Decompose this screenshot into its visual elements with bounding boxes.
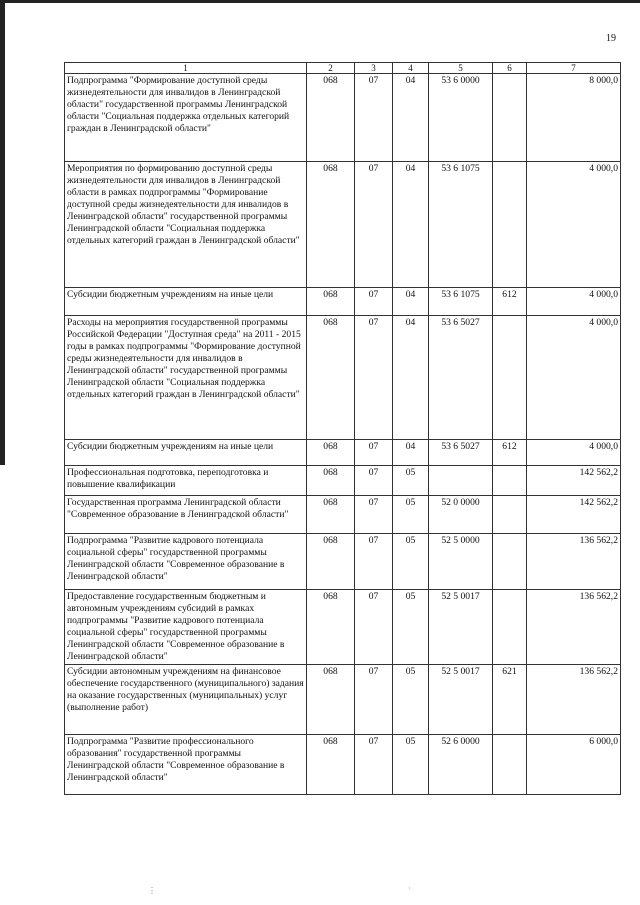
row-name: Субсидии бюджетным учреждениям на иные цели: [65, 288, 307, 316]
row-name: Профессиональная подготовка, переподготовка и повышение квалификации: [65, 466, 307, 496]
row-c4: 05: [393, 590, 429, 665]
header-col-1: 1: [65, 63, 307, 74]
header-col-2: 2: [307, 63, 355, 74]
header-col-7: 7: [527, 63, 621, 74]
row-name: Подпрограмма "Развитие профессионального образования" государственной программы Ленинградской области "Современное образование в Ленинградской области": [65, 735, 307, 795]
row-c6: [493, 735, 527, 795]
row-c7: 4 000,0: [527, 288, 621, 316]
row-c6: [493, 466, 527, 496]
row-c4: 05: [393, 466, 429, 496]
row-c4: 04: [393, 440, 429, 466]
table-row: [65, 162, 621, 288]
row-c3: 07: [355, 74, 393, 162]
row-name: Предоставление государственным бюджетным и автономным учреждениям субсидий в рамках подпрограммы "Развитие кадрового потенциала социальной сферы" государственной программы Ленинградской области "Современное образование в Ленинградской области": [65, 590, 307, 665]
row-c5: 52 6 0000: [429, 735, 493, 795]
row-c4: 05: [393, 534, 429, 590]
row-c6: [493, 162, 527, 288]
scan-speck: ·: [408, 884, 411, 893]
table-row: [65, 74, 621, 162]
row-name: Государственная программа Ленинградской области "Современное образование в Ленинградской области": [65, 496, 307, 534]
row-c2: 068: [307, 466, 355, 496]
scan-border-top: [0, 0, 640, 3]
row-c5: 53 6 1075: [429, 288, 493, 316]
row-c7: 136 562,2: [527, 534, 621, 590]
table-row: [65, 288, 621, 316]
row-c6: 612: [493, 288, 527, 316]
row-c3: 07: [355, 534, 393, 590]
row-c3: 07: [355, 162, 393, 288]
row-c5: [429, 466, 493, 496]
row-c7: 4 000,0: [527, 316, 621, 440]
row-c4: 04: [393, 316, 429, 440]
row-c6: [493, 496, 527, 534]
header-col-6: 6: [493, 63, 527, 74]
row-name: Подпрограмма "Развитие кадрового потенциала социальной сферы" государственной программы Ленинградской области "Современное образование в Ленинградской области": [65, 534, 307, 590]
row-c7: 4 000,0: [527, 162, 621, 288]
row-c7: 136 562,2: [527, 590, 621, 665]
row-c5: 53 6 5027: [429, 440, 493, 466]
row-name: Мероприятия по формированию доступной среды жизнедеятельности для инвалидов в Ленинградской области в рамках подпрограммы "Формирование доступной среды жизнедеятельности для инвалидов в Ленинградской области" государственной программы Ленинградской области "Социальная поддержка отдельных категорий граждан в Ленинградской области": [65, 162, 307, 288]
row-c3: 07: [355, 440, 393, 466]
row-c4: 04: [393, 74, 429, 162]
table-row: [65, 735, 621, 795]
row-c2: 068: [307, 288, 355, 316]
row-c5: 53 6 0000: [429, 74, 493, 162]
row-c4: 05: [393, 665, 429, 735]
row-c4: 04: [393, 162, 429, 288]
row-c7: 142 562,2: [527, 496, 621, 534]
table-row: [65, 316, 621, 440]
row-c3: 07: [355, 665, 393, 735]
row-name: Расходы на мероприятия государственной программы Российской Федерации "Доступная среда" на 2011 - 2015 годы в рамках подпрограммы "Формирование доступной среды жизнедеятельности для инвалидов в Ленинградской области" государственной программы Ленинградской области "Социальная поддержка отдельных категорий граждан в Ленинградской области": [65, 316, 307, 440]
row-c6: [493, 316, 527, 440]
table-row: [65, 466, 621, 496]
row-c3: 07: [355, 316, 393, 440]
row-c4: 04: [393, 288, 429, 316]
row-c3: 07: [355, 466, 393, 496]
row-c5: 53 6 5027: [429, 316, 493, 440]
scan-speck: ⋮: [148, 886, 156, 895]
header-row: [65, 63, 621, 74]
row-name: Субсидии автономным учреждениям на финансовое обеспечение государственного (муниципального) задания на оказание государственных (муниципальных) услуг (выполнение работ): [65, 665, 307, 735]
row-c2: 068: [307, 496, 355, 534]
row-c5: 52 5 0017: [429, 665, 493, 735]
row-c2: 068: [307, 590, 355, 665]
row-c3: 07: [355, 590, 393, 665]
row-c7: 4 000,0: [527, 440, 621, 466]
row-c2: 068: [307, 162, 355, 288]
row-c7: 8 000,0: [527, 74, 621, 162]
budget-table: [64, 62, 621, 795]
row-c6: [493, 534, 527, 590]
row-c5: 52 5 0017: [429, 590, 493, 665]
table-row: [65, 534, 621, 590]
row-c6: [493, 590, 527, 665]
table-row: [65, 496, 621, 534]
scan-border-left: [0, 0, 5, 465]
row-c7: 136 562,2: [527, 665, 621, 735]
row-c2: 068: [307, 665, 355, 735]
row-c4: 05: [393, 496, 429, 534]
header-col-3: 3: [355, 63, 393, 74]
row-name: Подпрограмма "Формирование доступной среды жизнедеятельности для инвалидов в Ленинградской области" государственной программы Ленинградской области "Социальная поддержка отдельных категорий граждан в Ленинградской области": [65, 74, 307, 162]
table-row: [65, 440, 621, 466]
header-col-5: 5: [429, 63, 493, 74]
row-name: Субсидии бюджетным учреждениям на иные цели: [65, 440, 307, 466]
page-number: 19: [606, 33, 616, 44]
row-c5: 53 6 1075: [429, 162, 493, 288]
row-c7: 6 000,0: [527, 735, 621, 795]
row-c2: 068: [307, 316, 355, 440]
row-c2: 068: [307, 440, 355, 466]
row-c6: 612: [493, 440, 527, 466]
row-c5: 52 0 0000: [429, 496, 493, 534]
row-c2: 068: [307, 74, 355, 162]
header-col-4: 4: [393, 63, 429, 74]
row-c3: 07: [355, 288, 393, 316]
row-c7: 142 562,2: [527, 466, 621, 496]
row-c2: 068: [307, 735, 355, 795]
table-row: [65, 590, 621, 665]
row-c2: 068: [307, 534, 355, 590]
row-c3: 07: [355, 496, 393, 534]
row-c6: 621: [493, 665, 527, 735]
row-c4: 05: [393, 735, 429, 795]
table-row: [65, 665, 621, 735]
row-c5: 52 5 0000: [429, 534, 493, 590]
row-c3: 07: [355, 735, 393, 795]
row-c6: [493, 74, 527, 162]
